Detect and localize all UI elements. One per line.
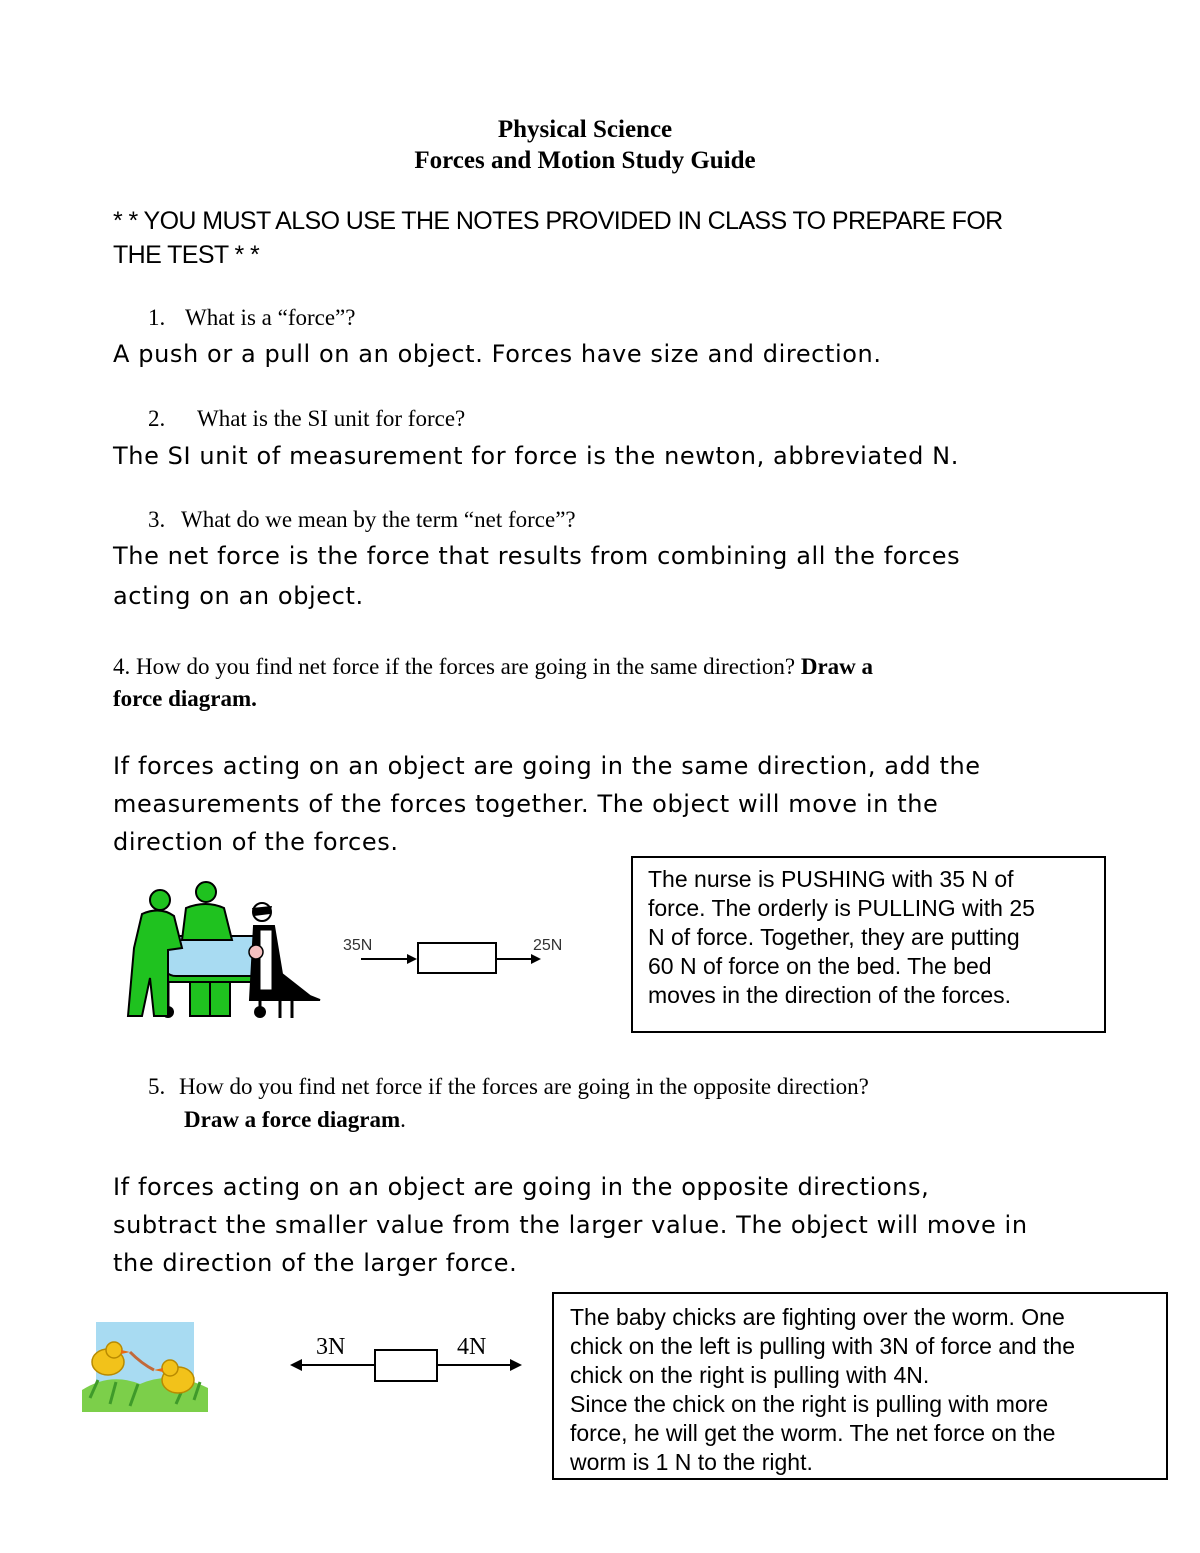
question-5-period: . [400, 1107, 406, 1132]
answer-3-line-2: acting on an object. [113, 582, 364, 610]
force-diagram-opposite-direction [288, 1345, 524, 1389]
nurse-box-line: moves in the direction of the forces. [648, 982, 1012, 1008]
question-5-line-2 [184, 1107, 406, 1133]
answer-4-line-3: direction of the forces. [113, 828, 399, 856]
force-label-4n: 4N [457, 1334, 487, 1360]
question-4-text: How do you find net force if the forces are going in the same direction? [136, 654, 796, 679]
question-3 [148, 507, 576, 533]
chicks-explanation-box [552, 1292, 1168, 1480]
chicks-box-line: force, he will get the worm. The net force on the [570, 1420, 1056, 1446]
notice-line-2: THE TEST * * [113, 241, 260, 269]
question-1-number: 1. [148, 305, 166, 330]
hospital-bed-clipart [120, 878, 330, 1023]
arrow-right-icon [531, 954, 541, 964]
answer-3-line-1: The net force is the force that results from combining all the forces [113, 542, 961, 570]
chicks-box-line: The baby chicks are fighting over the worm. One [570, 1304, 1065, 1330]
question-1 [148, 305, 355, 331]
force-label-35n: 35N [343, 937, 373, 954]
nurse-box-line: force. The orderly is PULLING with 25 [648, 895, 1035, 921]
question-2-text: What is the SI unit for force? [197, 406, 466, 431]
question-5-line-1 [148, 1074, 869, 1100]
answer-4-line-2: measurements of the forces together. The object will move in the [113, 790, 939, 818]
question-5-bold: Draw a force diagram [184, 1107, 401, 1132]
question-4-bold-a: Draw a [800, 654, 874, 679]
question-3-text: What do we mean by the term “net force”? [181, 507, 576, 532]
arrow-right-icon [510, 1359, 522, 1371]
nurse-box-line: 60 N of force on the bed. The bed [648, 953, 992, 979]
force-label-3n: 3N [316, 1334, 346, 1360]
question-4-line-1 [113, 654, 873, 680]
question-4-number: 4. [113, 654, 131, 679]
chicks-box-line: worm is 1 N to the right. [570, 1449, 813, 1475]
nurse-explanation-box [631, 856, 1106, 1033]
nurse-box-line: The nurse is PUSHING with 35 N of [648, 866, 1014, 892]
chicks-box-line: chick on the right is pulling with 4N. [570, 1362, 930, 1388]
answer-5-line-1: If forces acting on an object are going in the opposite directions, [113, 1173, 930, 1201]
question-3-number: 3. [148, 507, 166, 532]
arrow-right-icon [407, 954, 417, 964]
answer-1: A push or a pull on an object. Forces have size and direction. [113, 340, 882, 368]
force-label-25n: 25N [533, 937, 563, 954]
page-subtitle: Forces and Motion Study Guide [414, 147, 756, 174]
question-2 [148, 406, 465, 432]
question-2-number: 2. [148, 406, 166, 431]
answer-5-line-2: subtract the smaller value from the larger value. The object will move in [113, 1211, 1028, 1239]
page-title: Physical Science [497, 116, 673, 143]
baby-chicks-clipart [80, 1320, 212, 1416]
question-4-line-2: force diagram. [113, 686, 257, 711]
nurse-box-line: N of force. Together, they are putting [648, 924, 1020, 950]
answer-4-line-1: If forces acting on an object are going in the same direction, add the [113, 752, 981, 780]
question-5-number: 5. [148, 1074, 166, 1099]
force-diagram-same-direction [355, 935, 545, 985]
chicks-box-line: chick on the left is pulling with 3N of force and the [570, 1333, 1076, 1359]
chicks-box-line: Since the chick on the right is pulling with more [570, 1391, 1049, 1417]
answer-2: The SI unit of measurement for force is the newton, abbreviated N. [113, 442, 959, 470]
notice-line-1: * * YOU MUST ALSO USE THE NOTES PROVIDED IN CLASS TO PREPARE FOR [113, 207, 1003, 235]
question-5-text: How do you find net force if the forces are going in the opposite direction? [179, 1074, 869, 1099]
answer-5-line-3: the direction of the larger force. [113, 1249, 518, 1277]
question-1-text: What is a “force”? [185, 305, 356, 330]
